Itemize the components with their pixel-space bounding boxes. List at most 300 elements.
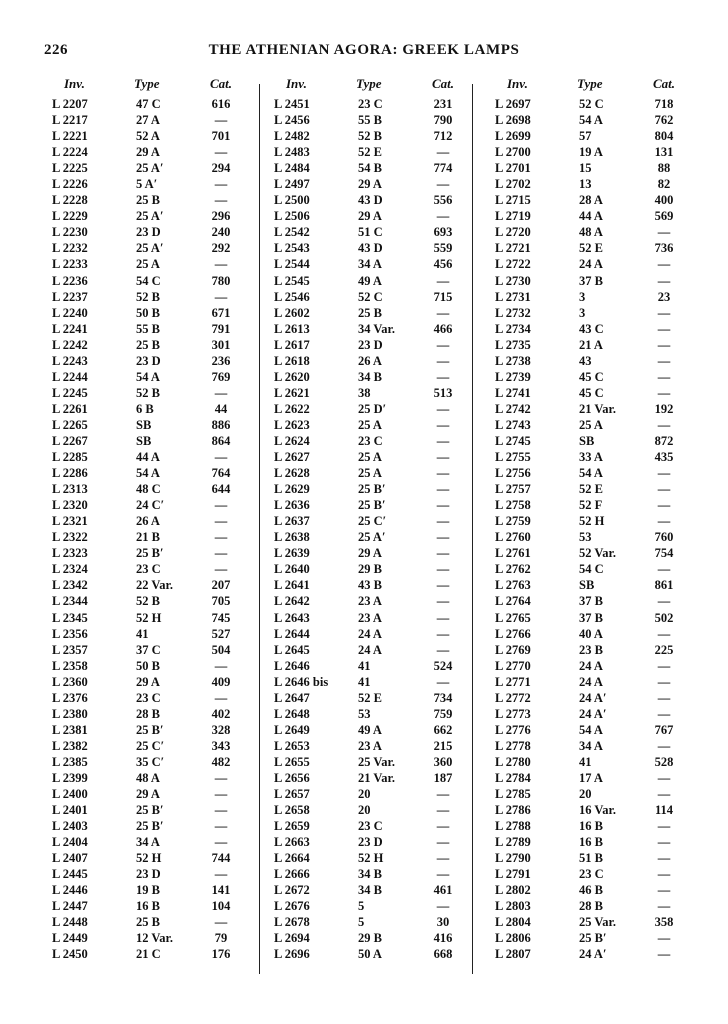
inventory-number: L 2241 (52, 321, 88, 336)
inventory-number: L 2766 (495, 626, 531, 641)
catalog-number: 79 (214, 931, 228, 946)
lamp-type: 33 A (579, 450, 603, 465)
catalog-number: — (657, 482, 671, 497)
catalog-number: 736 (654, 241, 674, 256)
catalog-number: — (436, 546, 450, 561)
catalog-number: 358 (654, 915, 674, 930)
catalog-number: — (657, 883, 671, 898)
inventory-number: L 2731 (495, 289, 531, 304)
inventory-number: L 2663 (274, 835, 310, 850)
inventory-number: L 2807 (495, 947, 531, 962)
inventory-number: L 2678 (274, 915, 310, 930)
catalog-number: — (436, 145, 450, 160)
lamp-type: 27 A (136, 113, 160, 128)
inventory-number: L 2656 (274, 770, 310, 785)
lamp-type: 25 B′ (136, 722, 164, 737)
lamp-type: 25 C′ (136, 738, 165, 753)
inventory-number: L 2804 (495, 915, 531, 930)
inventory-number: L 2613 (274, 321, 310, 336)
catalog-number: — (214, 803, 228, 818)
inventory-number: L 2243 (52, 353, 88, 368)
catalog-number: 671 (211, 305, 231, 320)
inventory-number: L 2321 (52, 514, 88, 529)
catalog-number: — (657, 835, 671, 850)
inventory-number: L 2640 (274, 562, 310, 577)
lamp-type: 43 (579, 353, 592, 368)
catalog-number: 215 (433, 738, 453, 753)
lamp-type: 25 B′ (579, 931, 607, 946)
lamp-type: 25 B′ (358, 498, 386, 513)
catalog-number: — (214, 113, 228, 128)
lamp-type: 23 A (358, 738, 382, 753)
lamp-type: 23 C (136, 690, 161, 705)
lamp-type: 52 H (136, 851, 162, 866)
inventory-number: L 2676 (274, 899, 310, 914)
inventory-number: L 2358 (52, 658, 88, 673)
catalog-number: 767 (654, 722, 674, 737)
catalog-number: 527 (211, 626, 231, 641)
lamp-type: 34 A (136, 835, 160, 850)
lamp-type: 55 B (136, 321, 160, 336)
catalog-number: 82 (657, 177, 671, 192)
inventory-number: L 2445 (52, 867, 88, 882)
catalog-number: — (214, 690, 228, 705)
inventory-number: L 2763 (495, 578, 531, 593)
inventory-number: L 2786 (495, 803, 531, 818)
lamp-type: 52 E (579, 241, 603, 256)
catalog-number: 456 (433, 257, 453, 272)
inventory-number: L 2286 (52, 466, 88, 481)
lamp-type: 25 Var. (358, 754, 396, 769)
lamp-type: 24 A (358, 626, 382, 641)
inventory-number: L 2721 (495, 241, 531, 256)
lamp-type: 6 B (136, 401, 154, 416)
lamp-type: 52 H (136, 610, 162, 625)
catalog-number: 644 (211, 482, 231, 497)
lamp-type: 52 E (358, 690, 382, 705)
inventory-number: L 2730 (495, 273, 531, 288)
inventory-number: L 2320 (52, 498, 88, 513)
inventory-number: L 2447 (52, 899, 88, 914)
lamp-type: 23 D (358, 835, 383, 850)
inventory-number: L 2734 (495, 321, 531, 336)
inventory-number: L 2404 (52, 835, 88, 850)
column-divider (472, 84, 473, 974)
catalog-number: — (657, 321, 671, 336)
lamp-type: 25 B (358, 305, 382, 320)
inventory-number: L 2497 (274, 177, 310, 192)
lamp-type: 52 Var. (579, 546, 617, 561)
catalog-number: — (214, 145, 228, 160)
inventory-number: L 2546 (274, 289, 310, 304)
lamp-type: 37 B (579, 610, 603, 625)
lamp-type: 25 A (358, 417, 382, 432)
inventory-number: L 2356 (52, 626, 88, 641)
inventory-number: L 2451 (274, 97, 310, 111)
catalog-number: — (436, 514, 450, 529)
inventory-number: L 2788 (495, 819, 531, 834)
catalog-number: — (657, 594, 671, 609)
catalog-number: — (436, 177, 450, 192)
inventory-number: L 2739 (495, 369, 531, 384)
inventory-number: L 2644 (274, 626, 310, 641)
inventory-number: L 2624 (274, 433, 310, 448)
inventory-number: L 2322 (52, 530, 88, 545)
lamp-type: 15 (579, 161, 592, 176)
inventory-number: L 2244 (52, 369, 88, 384)
catalog-number: 207 (211, 578, 231, 593)
inventory-number: L 2450 (52, 947, 88, 962)
lamp-type: 29 A (358, 209, 382, 224)
catalog-number: — (657, 770, 671, 785)
catalog-number: — (657, 738, 671, 753)
catalog-number: — (436, 466, 450, 481)
catalog-number: — (657, 690, 671, 705)
catalog-number: 30 (436, 915, 450, 930)
catalog-number: 762 (654, 113, 674, 128)
header-inv: Inv. (64, 76, 85, 91)
lamp-type: 48 A (136, 770, 160, 785)
inventory-number: L 2482 (274, 129, 310, 144)
lamp-type: 34 A (579, 738, 603, 753)
inventory-number: L 2323 (52, 546, 88, 561)
lamp-type: 20 (579, 787, 592, 802)
catalog-number: 231 (433, 97, 453, 111)
inventory-number: L 2756 (495, 466, 531, 481)
inventory-number: L 2802 (495, 883, 531, 898)
lamp-type: 44 A (136, 450, 160, 465)
lamp-type: 3 (579, 305, 586, 320)
inventory-number: L 2789 (495, 835, 531, 850)
lamp-type: 24 A′ (579, 690, 607, 705)
inventory-number: L 2772 (495, 690, 531, 705)
inventory-number: L 2655 (274, 754, 310, 769)
lamp-type: 43 D (358, 193, 383, 208)
catalog-number: — (657, 305, 671, 320)
catalog-number: — (436, 209, 450, 224)
inventory-number: L 2382 (52, 738, 88, 753)
inventory-number: L 2762 (495, 562, 531, 577)
lamp-type: 21 C (136, 947, 161, 962)
inventory-number: L 2648 (274, 706, 310, 721)
catalog-number: 559 (433, 241, 453, 256)
lamp-type: 25 D′ (358, 401, 387, 416)
lamp-type: 50 B (136, 305, 160, 320)
lamp-type: 50 A (358, 947, 382, 962)
lamp-type: 20 (358, 787, 371, 802)
inventory-number: L 2738 (495, 353, 531, 368)
lamp-type: 52 B (136, 594, 160, 609)
inventory-number: L 2743 (495, 417, 531, 432)
lamp-type: 50 B (136, 658, 160, 673)
inventory-number: L 2448 (52, 915, 88, 930)
catalog-number: — (657, 867, 671, 882)
catalog-number: 718 (654, 97, 674, 111)
lamp-type: 24 A (579, 257, 603, 272)
lamp-type: 48 C (136, 482, 161, 497)
running-title: THE ATHENIAN AGORA: GREEK LAMPS (208, 42, 520, 58)
header-type: Type (356, 76, 382, 91)
inventory-number: L 2225 (52, 161, 88, 176)
inventory-number: L 2399 (52, 770, 88, 785)
inventory-number: L 2657 (274, 787, 310, 802)
lamp-type: 51 B (579, 851, 603, 866)
catalog-number: — (214, 867, 228, 882)
lamp-type: 54 C (136, 273, 161, 288)
catalog-number: — (436, 353, 450, 368)
inventory-number: L 2629 (274, 482, 310, 497)
lamp-type: 21 B (136, 530, 160, 545)
inventory-number: L 2770 (495, 658, 531, 673)
lamp-type: 34 A (358, 257, 382, 272)
catalog-number: 400 (654, 193, 674, 208)
lamp-type: 34 B (358, 369, 382, 384)
inventory-number: L 2620 (274, 369, 310, 384)
header-inv: Inv. (286, 76, 307, 91)
inventory-number: L 2732 (495, 305, 531, 320)
catalog-number: 769 (211, 369, 231, 384)
inventory-number: L 2773 (495, 706, 531, 721)
catalog-number: 502 (654, 610, 674, 625)
lamp-type: 45 C (579, 369, 604, 384)
catalog-number: — (657, 931, 671, 946)
inventory-number: L 2324 (52, 562, 88, 577)
catalog-number: — (657, 626, 671, 641)
catalog-number: — (214, 514, 228, 529)
catalog-number: 668 (433, 947, 453, 962)
inventory-number: L 2267 (52, 433, 88, 448)
catalog-number: 187 (433, 770, 453, 785)
inventory-number: L 2240 (52, 305, 88, 320)
inventory-number: L 2380 (52, 706, 88, 721)
lamp-type: 52 C (358, 289, 383, 304)
column-divider (259, 84, 260, 974)
catalog-number: — (214, 385, 228, 400)
lamp-type: 16 Var. (579, 803, 617, 818)
inventory-number: L 2741 (495, 385, 531, 400)
catalog-number: — (436, 369, 450, 384)
catalog-number: — (657, 562, 671, 577)
catalog-number: — (657, 225, 671, 240)
lamp-type: 17 A (579, 770, 603, 785)
lamp-type: 52 H (358, 851, 384, 866)
catalog-number: 872 (654, 433, 674, 448)
catalog-number: — (436, 562, 450, 577)
catalog-number: 705 (211, 594, 231, 609)
lamp-type: 49 A (358, 722, 382, 737)
lamp-type: 24 A (579, 674, 603, 689)
catalog-number: — (657, 851, 671, 866)
header-cat: Cat. (431, 76, 455, 91)
inventory-number: L 2658 (274, 803, 310, 818)
catalog-number: 764 (211, 466, 231, 481)
inventory-number: L 2701 (495, 161, 531, 176)
lamp-type: 54 A (136, 466, 160, 481)
catalog-number: — (657, 385, 671, 400)
lamp-type: 51 C (358, 225, 383, 240)
inventory-number: L 2653 (274, 738, 310, 753)
lamp-type: 38 (358, 385, 371, 400)
catalog-number: — (214, 770, 228, 785)
inventory-number: L 2544 (274, 257, 310, 272)
lamp-type: 54 C (579, 562, 604, 577)
lamp-type: 34 B (358, 867, 382, 882)
catalog-number: — (436, 674, 450, 689)
inventory-number: L 2344 (52, 594, 88, 609)
lamp-type: 13 (579, 177, 592, 192)
inventory-number: L 2764 (495, 594, 531, 609)
inventory-number: L 2230 (52, 225, 88, 240)
catalog-number: — (436, 610, 450, 625)
catalog-number: 240 (211, 225, 231, 240)
inventory-number: L 2229 (52, 209, 88, 224)
lamp-type: 24 C′ (136, 498, 165, 513)
inventory-number: L 2228 (52, 193, 88, 208)
header-inv: Inv. (507, 76, 528, 91)
lamp-type: 41 (579, 754, 592, 769)
inventory-number: L 2207 (52, 97, 88, 111)
catalog-number: — (436, 899, 450, 914)
lamp-type: 24 A′ (579, 947, 607, 962)
catalog-number: 466 (433, 321, 453, 336)
catalog-number: — (657, 353, 671, 368)
header-cat: Cat. (209, 76, 233, 91)
inventory-number: L 2623 (274, 417, 310, 432)
inventory-number: L 2543 (274, 241, 310, 256)
catalog-number: — (657, 369, 671, 384)
header-type: Type (134, 76, 160, 91)
inventory-number: L 2696 (274, 947, 310, 962)
inventory-number: L 2456 (274, 113, 310, 128)
inventory-number: L 2542 (274, 225, 310, 240)
catalog-number: 360 (433, 754, 453, 769)
catalog-number: — (436, 450, 450, 465)
inventory-number: L 2236 (52, 273, 88, 288)
catalog-number: 114 (654, 803, 674, 818)
lamp-type: 19 B (136, 883, 160, 898)
inventory-number: L 2771 (495, 674, 531, 689)
lamp-type: 54 A (136, 369, 160, 384)
inventory-number: L 2638 (274, 530, 310, 545)
lamp-type: 23 C (358, 819, 383, 834)
lamp-type: 54 A (579, 466, 603, 481)
catalog-number: 301 (211, 337, 231, 352)
inventory-number: L 2357 (52, 642, 88, 657)
catalog-number: — (436, 803, 450, 818)
inventory-number: L 2617 (274, 337, 310, 352)
inventory-number: L 2506 (274, 209, 310, 224)
inventory-number: L 2217 (52, 113, 88, 128)
inventory-number: L 2666 (274, 867, 310, 882)
catalog-number: 616 (211, 97, 231, 111)
catalog-number: 861 (654, 578, 674, 593)
inventory-number: L 2755 (495, 450, 531, 465)
catalog-number: 416 (433, 931, 453, 946)
lamp-type: 16 B (136, 899, 160, 914)
lamp-type: 29 A (136, 145, 160, 160)
lamp-type: 25 A′ (136, 241, 164, 256)
lamp-type: 23 D (136, 353, 161, 368)
catalog-number: 556 (433, 193, 453, 208)
inventory-number: L 2342 (52, 578, 88, 593)
lamp-type: SB (136, 433, 152, 448)
lamp-type: 23 A (358, 594, 382, 609)
catalog-number: — (436, 273, 450, 288)
lamp-type: 25 A (358, 450, 382, 465)
inventory-number: L 2602 (274, 305, 310, 320)
lamp-type: 34 B (358, 883, 382, 898)
lamp-type: 16 B (579, 819, 603, 834)
catalog-number: 528 (654, 754, 674, 769)
lamp-type: 52 E (358, 145, 382, 160)
inventory-number: L 2759 (495, 514, 531, 529)
lamp-type: 23 D (136, 867, 161, 882)
inventory-number: L 2233 (52, 257, 88, 272)
lamp-type: 52 A (136, 129, 160, 144)
catalog-number: — (657, 337, 671, 352)
lamp-type: 41 (358, 658, 371, 673)
inventory-number: L 2636 (274, 498, 310, 513)
catalog-number: 693 (433, 225, 453, 240)
inventory-number: L 2226 (52, 177, 88, 192)
catalog-number: 482 (211, 754, 231, 769)
catalog-number: 804 (654, 129, 674, 144)
inventory-number: L 2449 (52, 931, 88, 946)
lamp-type: 37 B (579, 273, 603, 288)
lamp-type: 23 C (358, 97, 383, 111)
inventory-number: L 2720 (495, 225, 531, 240)
lamp-type: SB (579, 433, 595, 448)
catalog-number: — (436, 626, 450, 641)
lamp-type: 25 A (136, 257, 160, 272)
lamp-type: 52 C (579, 97, 604, 111)
catalog-number: — (657, 658, 671, 673)
lamp-type: 22 Var. (136, 578, 174, 593)
inventory-number: L 2649 (274, 722, 310, 737)
catalog-number: 701 (211, 129, 231, 144)
inventory-number: L 2765 (495, 610, 531, 625)
catalog-number: — (436, 819, 450, 834)
lamp-type: 25 B′ (136, 819, 164, 834)
lamp-type: 20 (358, 803, 371, 818)
lamp-type: 37 C (136, 642, 161, 657)
lamp-type: 25 B′ (358, 482, 386, 497)
inventory-number: L 2702 (495, 177, 531, 192)
catalog-number: — (436, 578, 450, 593)
catalog-number: — (657, 257, 671, 272)
catalog-number: — (214, 498, 228, 513)
catalog-number: 292 (211, 241, 231, 256)
inventory-number: L 2784 (495, 770, 531, 785)
lamp-type: 35 C′ (136, 754, 165, 769)
lamp-type: 25 Var. (579, 915, 617, 930)
inventory-number: L 2224 (52, 145, 88, 160)
lamp-type: 26 A (358, 353, 382, 368)
catalog-number: 461 (433, 883, 453, 898)
lamp-type: 23 B (579, 642, 603, 657)
inventory-number: L 2381 (52, 722, 88, 737)
catalog-number: 296 (211, 209, 231, 224)
inventory-number: L 2760 (495, 530, 531, 545)
catalog-number: — (436, 417, 450, 432)
lamp-type: 43 C (579, 321, 604, 336)
page-number: 226 (44, 42, 68, 58)
inventory-number: L 2446 (52, 883, 88, 898)
inventory-number: L 2285 (52, 450, 88, 465)
lamp-type: 25 B′ (136, 546, 164, 561)
inventory-number: L 2664 (274, 851, 310, 866)
catalog-number: — (214, 819, 228, 834)
